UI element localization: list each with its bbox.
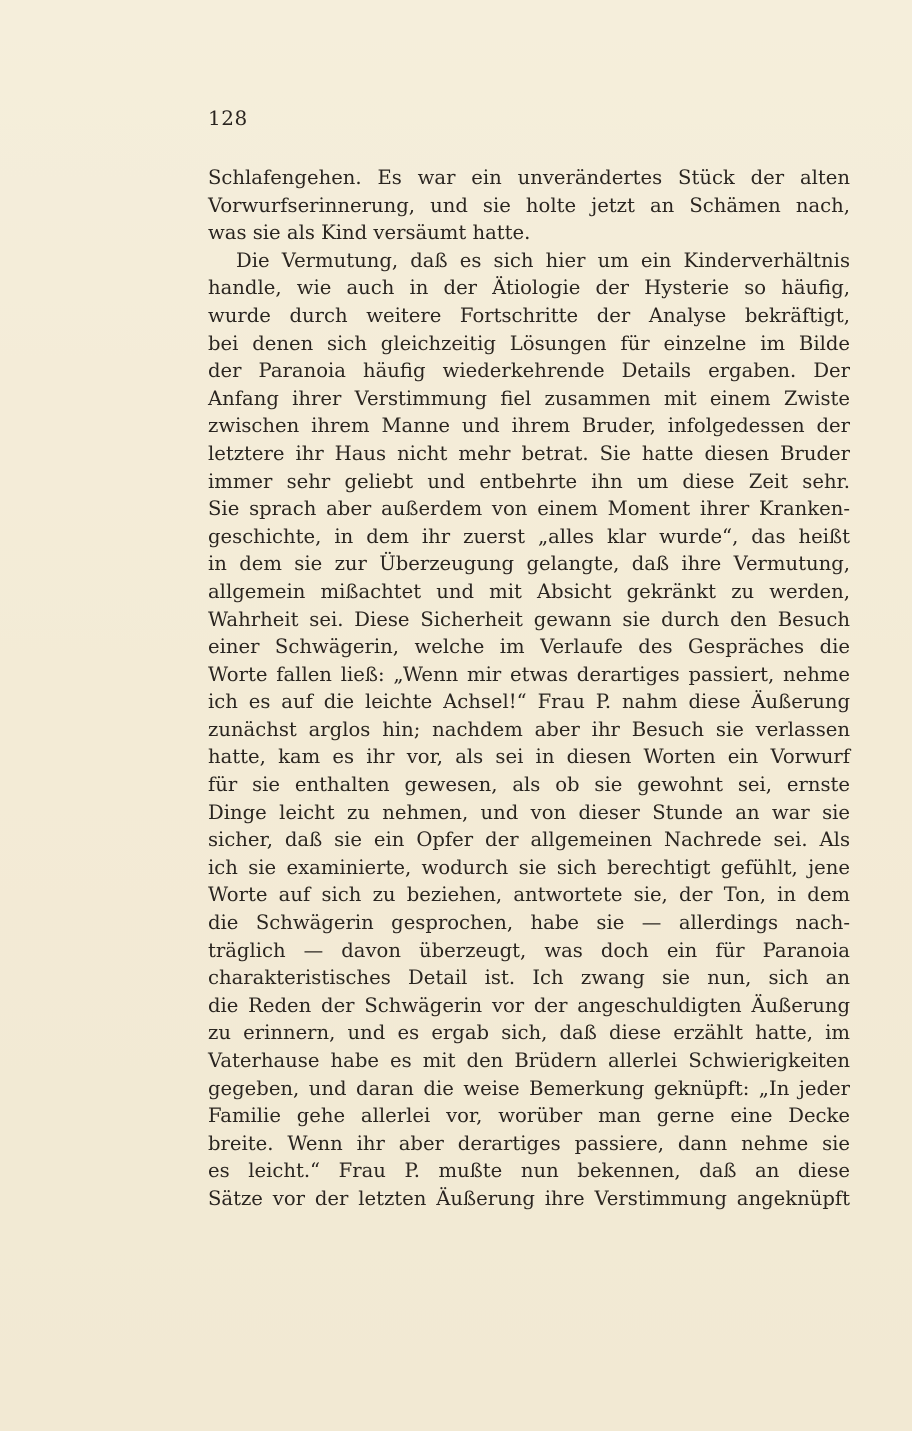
body-text xyxy=(208,164,850,1213)
text-line: zunächst arglos hin; nachdem aber ihr Besuch sie verlassen xyxy=(208,717,850,741)
text-line: allgemein mißachtet und mit Absicht gekränkt zu werden, xyxy=(208,579,850,603)
text-line: hatte, kam es ihr vor, als sei in diesen Worten ein Vorwurf xyxy=(208,745,850,769)
text-line: Vaterhause habe es mit den Brüdern allerlei Schwierigkeiten xyxy=(208,1049,850,1072)
text-line: Worte fallen ließ: „Wenn mir etwas derartiges passiert, nehme xyxy=(208,662,850,686)
text-line: bei denen sich gleichzeitig Lösungen für einzelne im Bilde xyxy=(208,331,850,355)
text-line: geschichte, in dem ihr zuerst „alles klar wurde“, das heißt xyxy=(208,524,850,548)
text-line: Anfang ihrer Verstimmung fiel zusammen mit einem Zwiste xyxy=(208,386,850,410)
text-line: Die Vermutung, daß es sich hier um ein Kinderverhältnis xyxy=(236,248,850,272)
page-number: 128 xyxy=(208,106,248,130)
text-line: handle, wie auch in der Ätiologie der Hysterie so häufig, xyxy=(208,276,850,300)
text-line: in dem sie zur Überzeugung gelangte, daß ihre Vermutung, xyxy=(208,552,850,576)
text-line: die Schwägerin gesprochen, habe sie — allerdings nach- xyxy=(208,911,850,935)
text-line: zu erinnern, und es ergab sich, daß diese erzählt hatte, im xyxy=(208,1021,850,1045)
text-line: Wahrheit sei. Diese Sicherheit gewann sie durch den Besuch xyxy=(208,607,850,631)
text-line: breite. Wenn ihr aber derartiges passiere, dann nehme sie xyxy=(208,1131,850,1155)
text-line: gegeben, und daran die weise Bemerkung geknüpft: „In jeder xyxy=(208,1076,850,1100)
text-line: Sie sprach aber außerdem von einem Moment ihrer Kranken- xyxy=(208,497,850,521)
text-line: sicher, daß sie ein Opfer der allgemeinen Nachrede sei. Als xyxy=(208,828,850,852)
text-line: zwischen ihrem Manne und ihrem Bruder, infolgedessen der xyxy=(208,414,850,438)
text-line: wurde durch weitere Fortschritte der Analyse bekräftigt, xyxy=(208,303,850,327)
text-line: ich sie examinierte, wodurch sie sich berechtigt gefühlt, jene xyxy=(208,855,850,879)
text-line: immer sehr geliebt und entbehrte ihn um diese Zeit sehr. xyxy=(208,469,850,493)
text-line: träglich — davon überzeugt, was doch ein für Paranoia xyxy=(208,938,850,962)
text-line: für sie enthalten gewesen, als ob sie gewohnt sei, ernste xyxy=(208,773,850,797)
text-line: letztere ihr Haus nicht mehr betrat. Sie hatte diesen Bruder xyxy=(208,441,850,465)
text-line: Worte auf sich zu beziehen, antwortete sie, der Ton, in dem xyxy=(208,883,850,907)
text-line: Schlafengehen. Es war ein unverändertes Stück der alten xyxy=(208,166,850,189)
text-line: ich es auf die leichte Achsel!“ Frau P. nahm diese Äußerung xyxy=(208,690,850,714)
text-line: Dinge leicht zu nehmen, und von dieser Stunde an war sie xyxy=(208,800,850,824)
text-line: es leicht.“ Frau P. mußte nun bekennen, daß an diese xyxy=(208,1159,850,1183)
text-line: Sätze vor der letzten Äußerung ihre Verstimmung angeknüpft xyxy=(208,1186,850,1210)
text-line: was sie als Kind versäumt hatte. xyxy=(208,221,531,245)
text-line: Vorwurfserinnerung, und sie holte jetzt an Schämen nach, xyxy=(208,193,850,217)
text-line: der Paranoia häufig wiederkehrende Details ergaben. Der xyxy=(208,359,850,383)
text-line: die Reden der Schwägerin vor der angeschuldigten Äußerung xyxy=(208,993,850,1017)
text-line: Familie gehe allerlei vor, worüber man gerne eine Decke xyxy=(208,1104,850,1128)
text-line: einer Schwägerin, welche im Verlaufe des Gespräches die xyxy=(208,635,850,659)
text-line: charakteristisches Detail ist. Ich zwang sie nun, sich an xyxy=(208,966,850,990)
